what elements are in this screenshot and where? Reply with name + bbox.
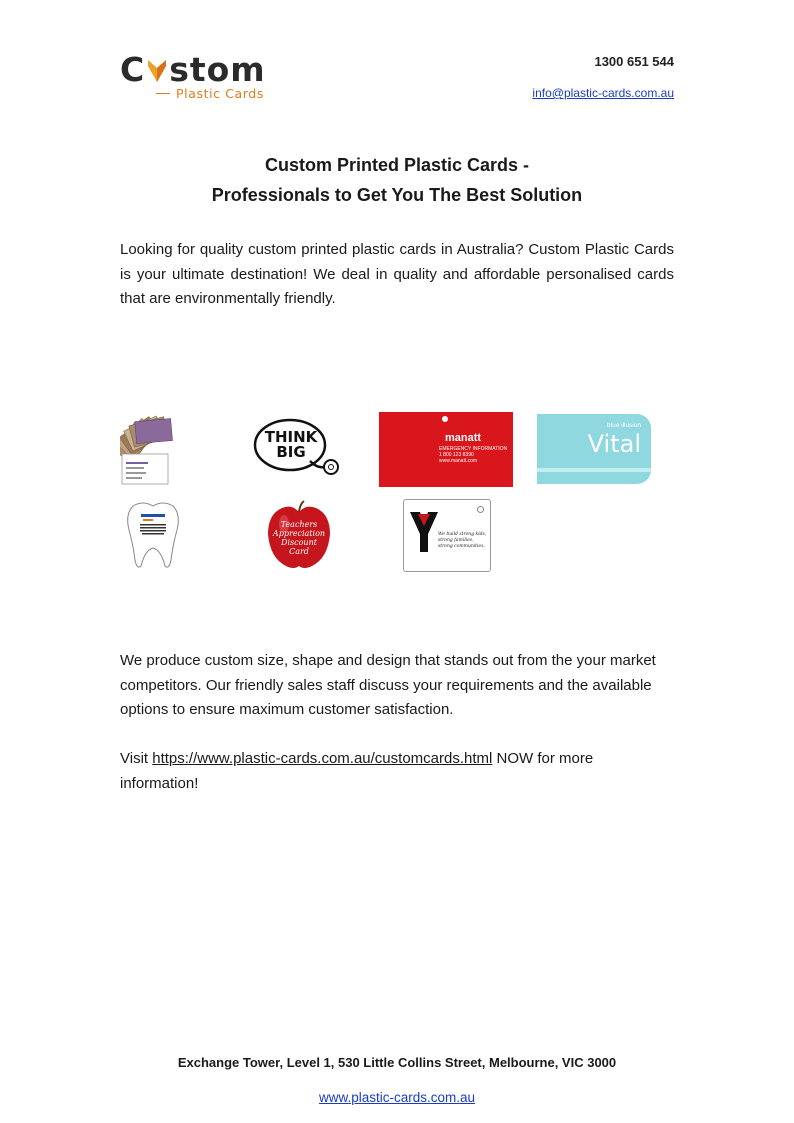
fan-cards-image	[120, 412, 182, 486]
visit-paragraph	[120, 747, 674, 796]
logo-letter-c: C	[120, 50, 146, 89]
card-hole	[477, 506, 484, 513]
vital-stripe	[537, 468, 651, 472]
apple-card	[266, 500, 332, 570]
ymca-tagline	[438, 532, 486, 550]
think-big-line-2: BIG	[276, 443, 306, 461]
visit-suffix: NOW for more information!	[120, 750, 594, 792]
manatt-line-2: 1 800 123 8390	[439, 452, 474, 458]
email-link[interactable]: info@plastic-cards.com.au	[532, 86, 674, 100]
logo-subtitle: Plastic Cards	[176, 86, 264, 101]
apple-line-1: Teachers	[280, 520, 318, 529]
vital-card	[537, 414, 651, 484]
apple-line-3: Discount	[281, 538, 317, 547]
visit-prefix: Visit	[120, 750, 153, 767]
manatt-line-1: EMERGENCY INFORMATION	[439, 446, 508, 452]
apple-line-4: Card	[289, 547, 309, 556]
vital-big-text: Vital	[587, 430, 641, 458]
page-title	[0, 150, 794, 210]
manatt-name: manatt	[445, 432, 482, 444]
ymca-card	[403, 499, 491, 572]
apple-line-2: Appreciation	[272, 529, 326, 538]
title-line-1: Custom Printed Plastic Cards -	[264, 155, 530, 175]
phone-number: 1300 651 544	[594, 54, 674, 69]
ymca-line-2: strong families,	[438, 538, 474, 543]
tooth-card-image	[125, 500, 181, 572]
think-big-text	[262, 430, 320, 460]
title-line-2: Professionals to Get You The Best Solution	[211, 185, 583, 205]
apple-text	[272, 520, 326, 556]
ymca-line-1: We build strong kids,	[438, 532, 487, 537]
footer-website-link[interactable]: www.plastic-cards.com.au	[318, 1090, 476, 1105]
manatt-card	[379, 412, 513, 487]
logo-shield-icon	[146, 56, 168, 84]
vital-small-text: blue illusion	[607, 422, 641, 429]
think-big-line-1: THINK	[264, 428, 318, 446]
manatt-details	[439, 446, 507, 464]
manatt-line-3: www.manatt.com	[439, 458, 478, 464]
ymca-logo-icon	[410, 512, 438, 556]
think-big-card	[252, 415, 342, 481]
footer-address: Exchange Tower, Level 1, 530 Little Collins Street, Melbourne, VIC 3000	[177, 1055, 617, 1070]
logo-letters-stom: stom	[169, 50, 266, 89]
logo-wordmark	[120, 52, 266, 88]
logo-dash	[156, 93, 170, 94]
services-paragraph: We produce custom size, shape and design that stands out from the your market competitors. Our friendly sales staff discuss your requirements and the available options to ensure maximum customer satisfaction.	[120, 652, 656, 718]
company-logo	[120, 52, 280, 102]
custom-cards-link[interactable]: https://www.plastic-cards.com.au/customcards.html	[152, 750, 493, 767]
ymca-line-3: strong communities.	[438, 544, 485, 549]
card-hole	[442, 416, 448, 422]
intro-paragraph: Looking for quality custom printed plastic cards in Australia? Custom Plastic Cards is your ultimate destination! We deal in quality and affordable personalised cards that are environmentally friendly.	[120, 241, 674, 307]
